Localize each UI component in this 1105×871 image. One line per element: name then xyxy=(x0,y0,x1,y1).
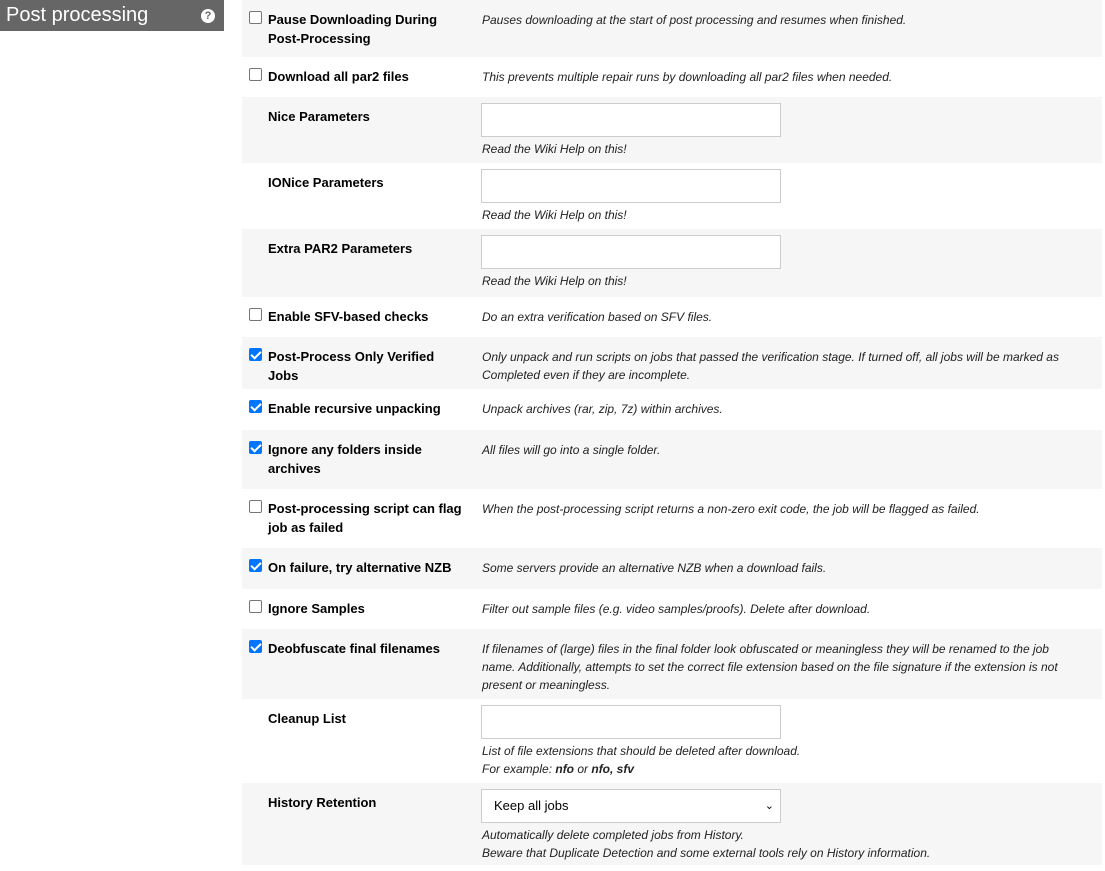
setting-label: Pause Downloading During Post-Processing xyxy=(268,12,438,46)
setting-description xyxy=(482,140,1082,158)
setting-label: Cleanup List xyxy=(268,711,347,726)
setting-text-input[interactable] xyxy=(481,705,781,739)
setting-row xyxy=(242,297,1102,337)
setting-description xyxy=(482,742,1082,778)
setting-description: This prevents multiple repair runs by downloading all par2 files when needed. xyxy=(482,70,893,84)
setting-description: Filter out sample files (e.g. video samples/proofs). Delete after download. xyxy=(482,602,871,616)
setting-row xyxy=(242,430,1102,489)
setting-label: Ignore Samples xyxy=(268,601,365,616)
setting-row xyxy=(242,699,1102,783)
section-header xyxy=(0,0,224,31)
help-icon[interactable]: ? xyxy=(201,9,215,23)
setting-row xyxy=(242,548,1102,589)
setting-text-input[interactable] xyxy=(481,235,781,269)
setting-text-input[interactable] xyxy=(481,103,781,137)
setting-description: Pauses downloading at the start of post processing and resumes when finished. xyxy=(482,13,907,27)
setting-row xyxy=(242,589,1102,629)
setting-description: All files will go into a single folder. xyxy=(482,443,661,457)
setting-description xyxy=(482,826,1082,862)
setting-description: Unpack archives (rar, zip, 7z) within archives. xyxy=(482,402,723,416)
setting-description xyxy=(482,206,1082,224)
select-value: Keep all jobs xyxy=(494,798,569,813)
setting-checkbox[interactable] xyxy=(249,400,262,413)
setting-row xyxy=(242,0,1102,57)
setting-checkbox[interactable] xyxy=(249,559,262,572)
setting-row xyxy=(242,97,1102,163)
setting-label: Enable SFV-based checks xyxy=(268,309,429,324)
setting-label: On failure, try alternative NZB xyxy=(268,560,452,575)
setting-label: Post-Process Only Verified Jobs xyxy=(268,349,435,383)
description-line: Beware that Duplicate Detection and some external tools rely on History information. xyxy=(482,846,931,860)
setting-row xyxy=(242,337,1102,389)
setting-row xyxy=(242,57,1102,97)
setting-description: When the post-processing script returns a non-zero exit code, the job will be flagged as failed. xyxy=(482,502,980,516)
description-text: or xyxy=(574,762,592,776)
description-line: For example: xyxy=(482,762,556,776)
setting-row xyxy=(242,629,1102,699)
setting-description: Some servers provide an alternative NZB when a download fails. xyxy=(482,561,827,575)
description-line: Read the Wiki Help on this! xyxy=(482,142,627,156)
description-line: Read the Wiki Help on this! xyxy=(482,274,627,288)
setting-label: Nice Parameters xyxy=(268,109,370,124)
setting-label: IONice Parameters xyxy=(268,175,384,190)
setting-label: Enable recursive unpacking xyxy=(268,401,441,416)
setting-description: Do an extra verification based on SFV files. xyxy=(482,310,713,324)
setting-row xyxy=(242,489,1102,548)
setting-label: Deobfuscate final filenames xyxy=(268,641,440,656)
setting-checkbox[interactable] xyxy=(249,441,262,454)
setting-checkbox[interactable] xyxy=(249,11,262,24)
example-ext: nfo xyxy=(555,762,575,776)
setting-row xyxy=(242,783,1102,865)
setting-label: Ignore any folders inside archives xyxy=(268,442,422,476)
setting-row xyxy=(242,163,1102,229)
description-line: Read the Wiki Help on this! xyxy=(482,208,627,222)
setting-text-input[interactable] xyxy=(481,169,781,203)
setting-description: If filenames of (large) files in the final folder look obfuscated or meaningless they will be renamed to the job name. Additionally, attempts to set the correct file extension based on the file signature if the extension is not present or meaningless. xyxy=(482,642,1058,692)
setting-description: Only unpack and run scripts on jobs that passed the verification stage. If turned off, all jobs will be marked as Completed even if they are incomplete. xyxy=(482,350,1059,382)
setting-row xyxy=(242,229,1102,297)
setting-label: Extra PAR2 Parameters xyxy=(268,241,413,256)
history-retention-select[interactable] xyxy=(481,789,781,823)
setting-label: Download all par2 files xyxy=(268,69,409,84)
setting-checkbox[interactable] xyxy=(249,68,262,81)
description-line: List of file extensions that should be deleted after download. xyxy=(482,744,801,758)
settings-list xyxy=(242,0,1102,865)
setting-checkbox[interactable] xyxy=(249,640,262,653)
chevron-down-icon: ⌄ xyxy=(764,800,774,812)
section-title: Post processing xyxy=(6,4,149,26)
setting-checkbox[interactable] xyxy=(249,308,262,321)
example-ext: nfo, sfv xyxy=(591,762,635,776)
setting-label: Post-processing script can flag job as failed xyxy=(268,501,462,535)
setting-description xyxy=(482,272,1082,290)
setting-checkbox[interactable] xyxy=(249,348,262,361)
setting-label: History Retention xyxy=(268,795,377,810)
description-line: Automatically delete completed jobs from History. xyxy=(482,828,744,842)
setting-checkbox[interactable] xyxy=(249,600,262,613)
setting-row xyxy=(242,389,1102,430)
setting-checkbox[interactable] xyxy=(249,500,262,513)
